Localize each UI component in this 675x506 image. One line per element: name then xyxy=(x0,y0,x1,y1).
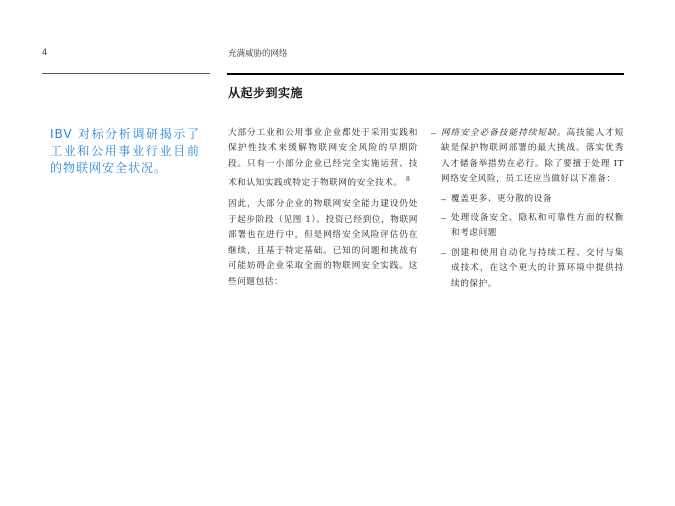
list-item-text: 高技能人才短缺是保护物联网部署的最大挑战。落实优秀人才储备举措势在必行。除了要擅于处理 IT 网络安全风险，员工还应当做好以下准备： xyxy=(441,128,624,185)
footnote-ref[interactable]: 8 xyxy=(406,176,411,184)
list-item-skills-shortage xyxy=(431,126,624,188)
page-number: 4 xyxy=(42,47,48,57)
list-item-text: 覆盖更多、更分散的设备 xyxy=(451,193,553,204)
middle-column xyxy=(228,126,418,296)
sub-list xyxy=(441,192,624,292)
section-title: 从起步到实施 xyxy=(228,86,304,100)
list-item-text: 创建和使用自动化与持续工程、交付与集成技术，在这个更大的计算环境中提供持续的保护。 xyxy=(451,247,624,289)
dash-marker: – xyxy=(441,193,447,204)
header-divider xyxy=(227,73,624,75)
list-item-heading: 网络安全必备技能持续短缺。 xyxy=(441,128,567,138)
running-header: 充满威胁的网络 xyxy=(228,49,288,59)
right-column xyxy=(431,126,624,296)
list-item xyxy=(441,211,624,242)
dash-marker: – xyxy=(431,128,437,138)
left-divider xyxy=(42,73,210,74)
list-item xyxy=(441,192,624,207)
dash-marker: – xyxy=(441,213,447,224)
list-item-text: 处理设备安全、隐私和可靠性方面的权衡和考虑问题 xyxy=(451,213,624,239)
paragraph-challenges: 因此，大部分企业的物联网安全能力建设仍处于起步阶段（见图 1）。投资已经到位，物联网部署也在进行中，但是网络安全风险评估仍在继续，且基于特定基础。已知的问题和挑战有可能妨碍企业采取全面的物联网安全实践。这些问题包括： xyxy=(228,199,418,287)
pull-quote: IBV 对标分析调研揭示了工业和公用事业行业目前的物联网安全状况。 xyxy=(50,127,200,175)
list-item xyxy=(441,246,624,292)
dash-marker: – xyxy=(441,247,447,258)
paragraph-intro xyxy=(228,126,418,191)
paragraph-intro-text: 大部分工业和公用事业企业都处于采用实践和保护性技术来缓解物联网安全风险的早期阶段。只有一小部分企业已经完全实施运营、技术和认知实践或特定于物联网的安全技术。 xyxy=(228,128,418,189)
